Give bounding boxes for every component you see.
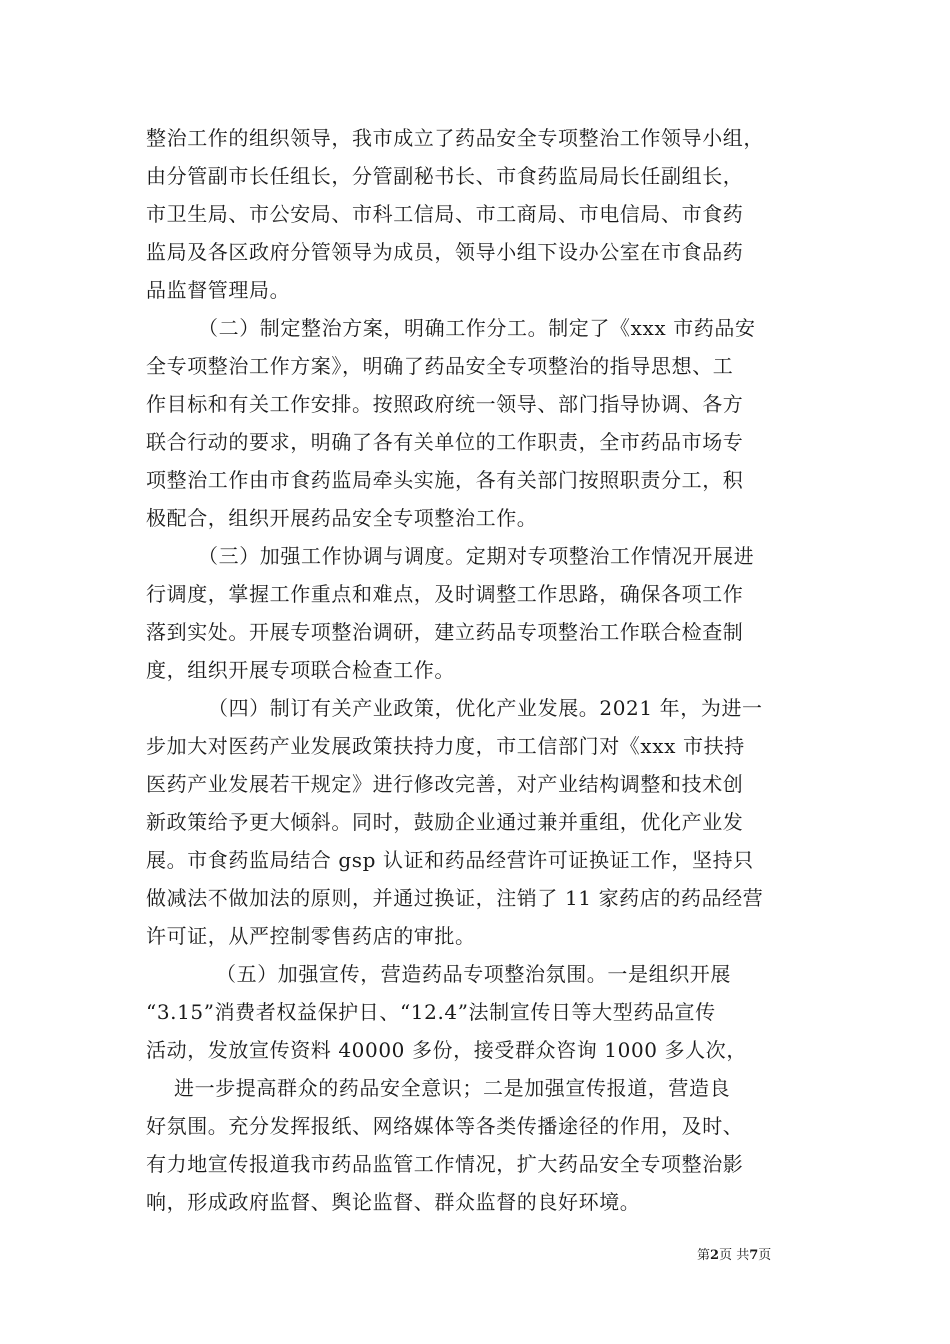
text-line: 有力地宣传报道我市药品监管工作情况，扩大药品安全专项整治影: [146, 1152, 744, 1176]
text-line: 医药产业发展若干规定》进行修改完善，对产业结构调整和技术创: [146, 772, 744, 796]
text-line: 许可证，从严控制零售药店的审批。: [146, 924, 476, 948]
text-line: （四）制订有关产业政策，优化产业发展。2021 年，为进一: [208, 696, 763, 720]
page-number-footer: [697, 1248, 771, 1264]
total-pages-number: 7: [749, 1248, 759, 1263]
text-line: 响，形成政府监督、舆论监督、群众监督的良好环境。: [146, 1190, 641, 1214]
text-line: 新政策给予更大倾斜。同时，鼓励企业通过兼并重组，优化产业发: [146, 810, 744, 834]
text-line: 作目标和有关工作安排。按照政府统一领导、部门指导协调、各方: [146, 392, 744, 416]
text-line: 步加大对医药产业发展政策扶持力度，市工信部门对《xxx 市扶持: [146, 734, 745, 758]
text-line: （三）加强工作协调与调度。定期对专项整治工作情况开展进: [198, 544, 755, 568]
text-line: 项整治工作由市食药监局牵头实施，各有关部门按照职责分工，积: [146, 468, 744, 492]
text-line: （二）制定整治方案，明确工作分工。制定了《xxx 市药品安: [198, 316, 756, 340]
current-page-number: 2: [710, 1248, 720, 1263]
footer-prefix: 第: [697, 1248, 711, 1263]
text-line: 度，组织开展专项联合检查工作。: [146, 658, 455, 682]
text-line: 活动，发放宣传资料 40000 多份，接受群众咨询 1000 多人次，: [146, 1038, 747, 1062]
text-line: 行调度，掌握工作重点和难点，及时调整工作思路，确保各项工作: [146, 582, 744, 606]
text-line: （五）加强宣传，营造药品专项整治氛围。一是组织开展: [216, 962, 731, 986]
text-line: 市卫生局、市公安局、市科工信局、市工商局、市电信局、市食药: [146, 202, 744, 226]
text-line: 整治工作的组织领导，我市成立了药品安全专项整治工作领导小组，: [146, 126, 764, 150]
footer-middle: 页 共: [719, 1248, 750, 1263]
text-line: 全专项整治工作方案》，明确了药品安全专项整治的指导思想、工: [146, 354, 734, 378]
text-line: 展。市食药监局结合 gsp 认证和药品经营许可证换证工作，坚持只: [146, 848, 754, 872]
text-line: 进一步提高群众的药品安全意识；二是加强宣传报道，营造良: [174, 1076, 731, 1100]
text-line: 品监督管理局。: [146, 278, 291, 302]
text-line: 做减法不做加法的原则，并通过换证，注销了 11 家药店的药品经营: [146, 886, 764, 910]
text-line: 极配合，组织开展药品安全专项整治工作。: [146, 506, 538, 530]
text-line: 落到实处。开展专项整治调研，建立药品专项整治工作联合检查制: [146, 620, 744, 644]
text-line: 联合行动的要求，明确了各有关单位的工作职责，全市药品市场专: [146, 430, 744, 454]
text-line: 监局及各区政府分管领导为成员，领导小组下设办公室在市食品药: [146, 240, 744, 264]
footer-suffix: 页: [758, 1248, 772, 1263]
text-line: 由分管副市长任组长，分管副秘书长、市食药监局局长任副组长，: [146, 164, 744, 188]
text-line: 好氛围。充分发挥报纸、网络媒体等各类传播途径的作用，及时、: [146, 1114, 744, 1138]
text-line: “3.15”消费者权益保护日、“12.4”法制宣传日等大型药品宣传: [146, 1000, 716, 1024]
